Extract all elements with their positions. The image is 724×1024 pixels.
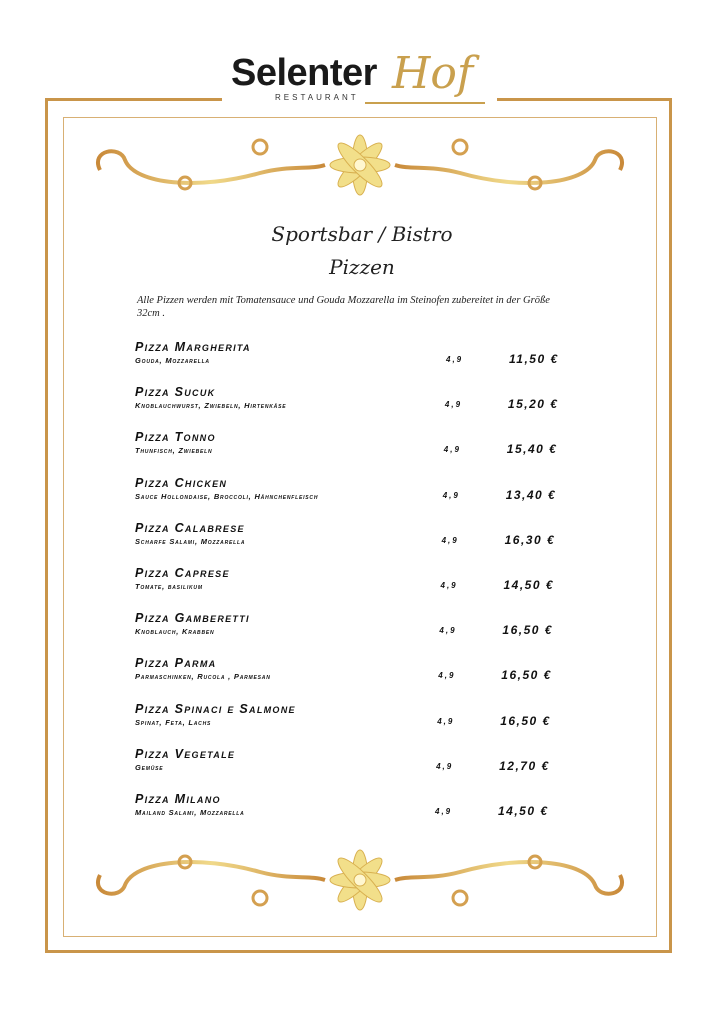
item-description: Sauce Hollondaise, Broccoli, Hähnchenfleisch [135, 491, 319, 501]
item-price: 16,30 € [504, 532, 556, 547]
item-price: 16,50 € [500, 713, 551, 728]
item-price: 14,50 € [498, 804, 549, 818]
item-rating: 4,9 [441, 535, 459, 545]
menu-item [135, 747, 575, 787]
item-price: 13,40 € [505, 487, 557, 502]
item-name: Pizza Tonno [135, 430, 216, 445]
bottom-ornament-icon [80, 840, 640, 920]
item-description: Tomate, basilikum [135, 582, 203, 591]
item-name: Pizza Chicken [135, 475, 228, 490]
item-name: Pizza Parma [135, 656, 217, 671]
item-name: Pizza Gamberetti [135, 611, 250, 626]
item-description: Spinat, Feta, Lachs [135, 717, 212, 727]
logo-subtitle: RESTAURANT [275, 93, 359, 102]
item-rating: 4,9 [443, 445, 461, 455]
menu-item [135, 385, 575, 425]
item-rating: 4,9 [436, 761, 454, 771]
item-name: Pizza Milano [135, 792, 221, 806]
top-ornament-icon [80, 125, 640, 205]
item-description: Knoblauch, Krabben [135, 627, 215, 637]
item-description: Mailand Salami, Mozzarella [135, 808, 245, 817]
menu-item [135, 476, 575, 516]
item-price: 16,50 € [501, 668, 552, 683]
item-name: Pizza Margherita [135, 340, 251, 354]
intro-text: Alle Pizzen werden mit Tomatensauce und Gouda Mozzarella im Steinofen zubereitet in der Größe 32cm . [137, 295, 550, 319]
item-rating: 4,9 [440, 581, 458, 590]
item-price: 12,70 € [499, 758, 550, 773]
menu-item [135, 340, 575, 380]
item-name: Pizza Caprese [135, 566, 230, 580]
logo-name: Selenter [231, 52, 377, 94]
item-rating: 4,9 [442, 490, 460, 500]
item-price: 15,20 € [507, 397, 559, 412]
item-description: Knoblauchwurst, Zwiebeln, Hirtenkäse [135, 401, 287, 411]
section-title: Pizzen [329, 255, 395, 279]
item-name: Pizza Sucuk [135, 385, 216, 400]
item-description: Scharfe Salami, Mozzarella [135, 536, 246, 546]
item-price: 11,50 € [509, 352, 559, 366]
menu-item [135, 702, 575, 742]
item-name: Pizza Spinaci e Salmone [135, 701, 296, 716]
item-price: 15,40 € [506, 442, 558, 457]
logo-underline [365, 102, 485, 104]
menu-item [135, 430, 575, 470]
item-rating: 4,9 [437, 716, 455, 726]
item-price: 16,50 € [502, 623, 553, 638]
item-description: Gouda, Mozzarella [135, 356, 210, 365]
menu-item [135, 792, 575, 832]
menu-item [135, 521, 575, 561]
menu-item [135, 656, 575, 696]
item-description: Gemüse [135, 762, 164, 772]
item-price: 14,50 € [503, 578, 555, 592]
menu-item [135, 611, 575, 651]
page-title: Sportsbar / Bistro [271, 222, 453, 246]
item-rating: 4,9 [439, 626, 457, 636]
menu-item [135, 566, 575, 606]
item-rating: 4,9 [438, 671, 456, 681]
item-description: Thunfisch, Zwiebeln [135, 446, 213, 456]
item-rating: 4,9 [446, 355, 464, 364]
logo-script: Hof [392, 48, 474, 99]
item-rating: 4,9 [444, 400, 463, 410]
item-rating: 4,9 [435, 807, 453, 816]
item-name: Pizza Vegetale [135, 746, 236, 761]
item-description: Parmaschinken, Rucola , Parmesan [135, 672, 271, 682]
item-name: Pizza Calabrese [135, 520, 245, 535]
